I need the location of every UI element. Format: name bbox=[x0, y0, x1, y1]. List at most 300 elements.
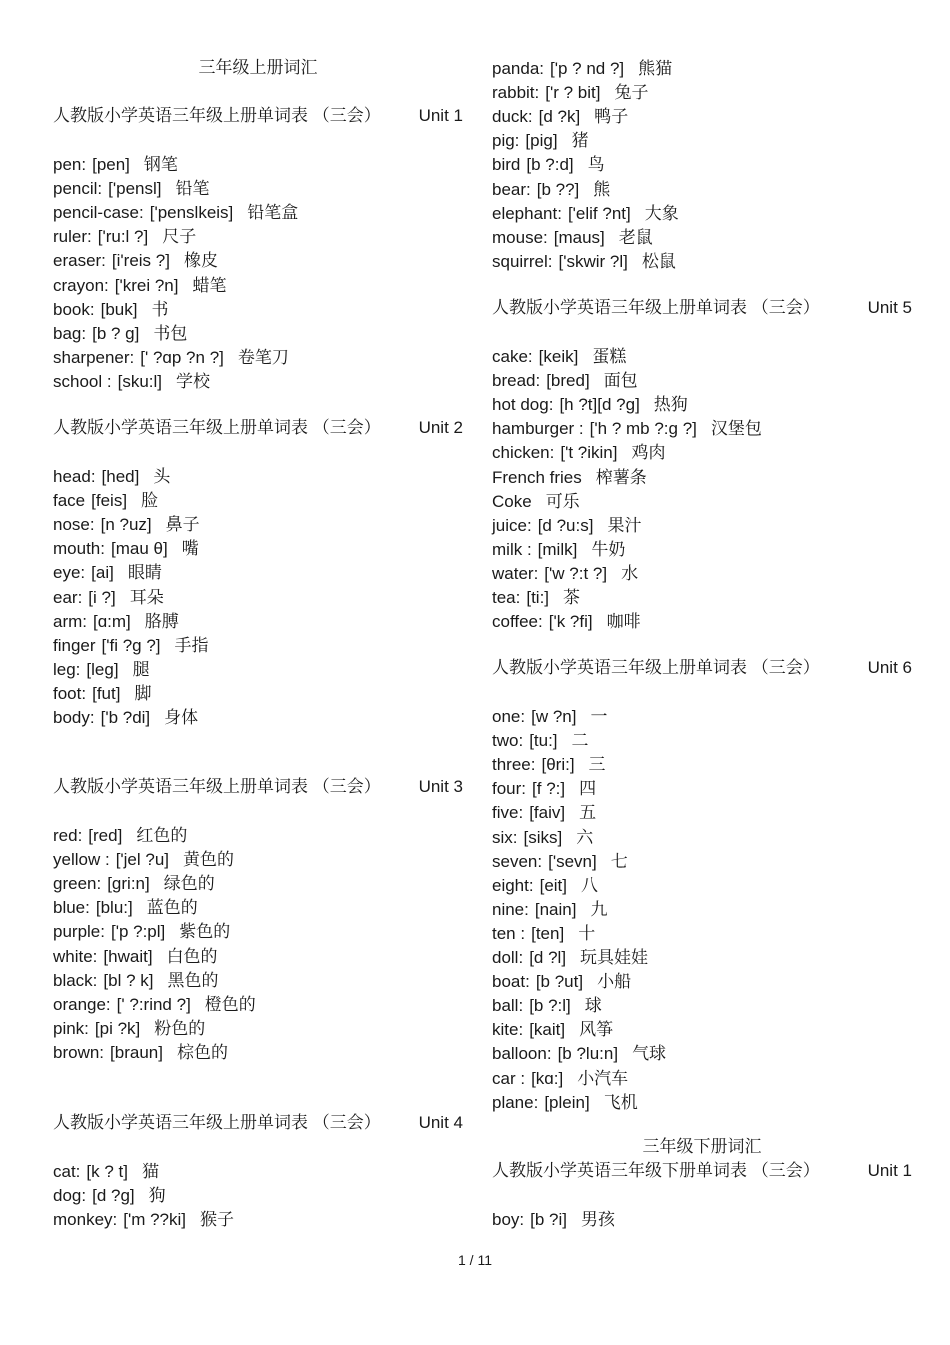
entry-chinese: 粉色的 bbox=[154, 1018, 206, 1038]
entry-word: leg: bbox=[53, 659, 81, 679]
word-entry bbox=[53, 587, 164, 609]
word-entry bbox=[492, 491, 580, 513]
word-entry bbox=[492, 179, 610, 201]
unit-header-text: 人教版小学英语三年级上册单词表 （三会） bbox=[53, 418, 381, 437]
entry-chinese: 红色的 bbox=[136, 826, 188, 845]
word-entry bbox=[53, 299, 168, 321]
entry-chinese: 眼睛 bbox=[127, 563, 162, 583]
entry-phonetic: [k ? t] bbox=[86, 1162, 128, 1181]
unit-header-text: 人教版小学英语三年级上册单词表 （三会） bbox=[53, 1113, 381, 1132]
entry-chinese: 九 bbox=[590, 899, 608, 919]
entry-chinese: 三 bbox=[588, 755, 606, 775]
entry-phonetic: ['penslkeis] bbox=[149, 203, 234, 223]
entry-word: ball: bbox=[492, 996, 524, 1016]
entry-word: doll: bbox=[492, 948, 524, 967]
word-entry bbox=[53, 1161, 159, 1183]
word-entry bbox=[53, 202, 298, 224]
entry-phonetic: [bl ? k] bbox=[103, 970, 154, 990]
entry-word: pig: bbox=[492, 131, 520, 151]
word-entry bbox=[492, 539, 625, 561]
word-entry bbox=[53, 323, 187, 345]
entry-word: book: bbox=[53, 299, 95, 319]
word-entry bbox=[53, 946, 218, 968]
entry-chinese: 头 bbox=[153, 467, 171, 486]
page-number: 1 / 11 bbox=[458, 1252, 492, 1268]
entry-word: eight: bbox=[492, 875, 534, 895]
entry-chinese: 咖啡 bbox=[606, 612, 641, 632]
entry-chinese: 果汁 bbox=[607, 515, 642, 535]
entry-phonetic: ['sevn] bbox=[548, 851, 597, 871]
word-entry bbox=[492, 227, 653, 249]
entry-phonetic: [pi ?k] bbox=[94, 1018, 141, 1038]
unit-label: Unit 5 bbox=[867, 298, 912, 317]
entry-chinese: 鸟 bbox=[587, 155, 605, 175]
entry-phonetic: ['krei ?n] bbox=[114, 275, 179, 295]
entry-chinese: 七 bbox=[610, 851, 628, 871]
entry-chinese: 男孩 bbox=[581, 1210, 615, 1229]
unit-header bbox=[492, 657, 912, 679]
word-entry bbox=[492, 154, 605, 176]
entry-word: pen: bbox=[53, 155, 87, 174]
entry-word: bag: bbox=[53, 323, 87, 343]
word-entry bbox=[53, 635, 209, 657]
word-entry bbox=[53, 178, 209, 200]
word-entry bbox=[53, 490, 158, 512]
entry-word: five: bbox=[492, 803, 524, 823]
entry-chinese: 四 bbox=[579, 779, 597, 799]
entry-chinese: 小汽车 bbox=[577, 1068, 629, 1088]
word-entry bbox=[492, 778, 596, 800]
entry-phonetic: [θri:] bbox=[541, 755, 575, 775]
entry-phonetic: ['r ? bit] bbox=[545, 83, 601, 103]
word-entry bbox=[492, 346, 626, 368]
entry-phonetic: [d ?u:s] bbox=[537, 515, 594, 535]
entry-chinese: 松鼠 bbox=[641, 251, 676, 271]
entry-chinese: 可乐 bbox=[545, 491, 580, 511]
word-entry bbox=[492, 203, 679, 225]
entry-phonetic: ['t ?ikin] bbox=[560, 443, 618, 463]
unit-header bbox=[53, 417, 463, 439]
entry-word: pencil: bbox=[53, 179, 103, 199]
entry-word: two: bbox=[492, 731, 524, 751]
entry-word: rabbit: bbox=[492, 83, 540, 103]
entry-word: crayon: bbox=[53, 275, 109, 295]
entry-chinese: 小船 bbox=[597, 972, 632, 992]
word-entry bbox=[53, 683, 151, 705]
entry-phonetic: [sku:l] bbox=[117, 371, 162, 391]
word-entry bbox=[53, 371, 210, 393]
entry-phonetic: [hed] bbox=[101, 467, 140, 486]
entry-word: boat: bbox=[492, 972, 530, 992]
entry-word: face bbox=[53, 491, 86, 511]
word-entry bbox=[53, 611, 179, 633]
entry-phonetic: ['jel ?u] bbox=[115, 850, 170, 870]
entry-chinese: 白色的 bbox=[166, 946, 218, 966]
entry-phonetic: [milk] bbox=[537, 539, 578, 559]
entry-phonetic: [maus] bbox=[553, 227, 605, 247]
word-entry bbox=[53, 897, 198, 919]
word-entry bbox=[492, 418, 762, 440]
word-entry bbox=[492, 58, 672, 80]
word-entry bbox=[492, 851, 628, 873]
unit-header-text: 人教版小学英语三年级上册单词表 （三会） bbox=[492, 658, 820, 677]
entry-chinese: 尺子 bbox=[162, 227, 197, 247]
entry-phonetic: [faiv] bbox=[529, 803, 566, 823]
entry-word: water: bbox=[492, 563, 539, 583]
word-entry bbox=[53, 562, 162, 584]
entry-word: orange: bbox=[53, 994, 111, 1014]
entry-phonetic: [h ?t][d ?g] bbox=[559, 395, 640, 415]
word-entry bbox=[53, 514, 200, 536]
word-entry bbox=[492, 730, 589, 752]
entry-word: finger bbox=[53, 635, 96, 655]
unit-header bbox=[53, 105, 463, 127]
unit-header-text: 人教版小学英语三年级上册单词表 （三会） bbox=[53, 106, 381, 125]
entry-phonetic: [b ??] bbox=[536, 179, 580, 199]
word-entry bbox=[53, 1185, 166, 1207]
word-entry bbox=[53, 466, 170, 488]
word-entry bbox=[53, 347, 289, 369]
entry-word: mouse: bbox=[492, 227, 548, 247]
entry-word: kite: bbox=[492, 1020, 524, 1040]
entry-chinese: 水 bbox=[621, 563, 639, 583]
entry-phonetic: [ai] bbox=[91, 563, 114, 583]
word-entry bbox=[492, 875, 598, 897]
word-entry bbox=[53, 154, 178, 176]
entry-phonetic: [d ?g] bbox=[92, 1186, 135, 1206]
entry-phonetic: ['fi ?g ?] bbox=[101, 635, 161, 655]
entry-chinese: 铅笔盒 bbox=[247, 203, 299, 223]
entry-word: juice: bbox=[492, 515, 532, 535]
entry-chinese: 兔子 bbox=[614, 83, 649, 103]
entry-word: monkey: bbox=[53, 1210, 118, 1230]
entry-word: car : bbox=[492, 1068, 526, 1088]
entry-word: three: bbox=[492, 755, 536, 775]
entry-chinese: 黑色的 bbox=[167, 970, 219, 990]
entry-word: six: bbox=[492, 827, 518, 847]
entry-word: duck: bbox=[492, 107, 533, 127]
entry-chinese: 热狗 bbox=[653, 395, 688, 415]
word-entry bbox=[492, 1068, 628, 1090]
entry-chinese: 五 bbox=[579, 803, 597, 823]
word-entry bbox=[53, 1042, 228, 1064]
entry-chinese: 六 bbox=[576, 827, 594, 847]
entry-word: cake: bbox=[492, 347, 533, 366]
word-entry bbox=[53, 849, 234, 871]
entry-chinese: 鸡肉 bbox=[631, 443, 666, 463]
entry-chinese: 耳朵 bbox=[129, 587, 164, 607]
word-entry bbox=[53, 1209, 234, 1231]
entry-chinese: 熊猫 bbox=[638, 59, 673, 78]
word-entry bbox=[492, 442, 665, 464]
entry-chinese: 绿色的 bbox=[163, 874, 215, 894]
entry-word: purple: bbox=[53, 922, 105, 942]
entry-word: brown: bbox=[53, 1042, 105, 1062]
entry-chinese: 狗 bbox=[148, 1186, 166, 1206]
word-entry bbox=[53, 1018, 205, 1040]
entry-chinese: 身体 bbox=[164, 708, 199, 727]
unit-header-text: 人教版小学英语三年级上册单词表 （三会） bbox=[492, 298, 820, 317]
entry-phonetic: [i ?] bbox=[88, 587, 116, 607]
entry-phonetic: [kait] bbox=[529, 1020, 566, 1040]
entry-phonetic: ['w ?:t ?] bbox=[544, 563, 608, 583]
entry-chinese: 熊 bbox=[593, 179, 611, 199]
entry-word: cat: bbox=[53, 1162, 81, 1181]
entry-phonetic: [pen] bbox=[92, 155, 130, 174]
section-title: 三年级下册词汇 bbox=[642, 1137, 762, 1156]
entry-phonetic: [n ?uz] bbox=[100, 515, 152, 535]
word-entry bbox=[492, 995, 602, 1017]
word-entry bbox=[492, 947, 648, 969]
entry-chinese: 橡皮 bbox=[183, 251, 218, 271]
entry-word: sharpener: bbox=[53, 347, 135, 367]
entry-chinese: 鸭子 bbox=[594, 107, 629, 127]
entry-phonetic: ['ru:l ?] bbox=[97, 227, 149, 247]
entry-phonetic: ['elif ?nt] bbox=[567, 203, 631, 223]
entry-word: black: bbox=[53, 970, 98, 990]
entry-chinese: 蜡笔 bbox=[192, 275, 227, 295]
entry-word: chicken: bbox=[492, 443, 555, 463]
entry-phonetic: ['m ??ki] bbox=[123, 1210, 187, 1230]
entry-phonetic: [pig] bbox=[525, 131, 558, 151]
word-entry bbox=[492, 1019, 613, 1041]
entry-chinese: 铅笔 bbox=[175, 179, 210, 199]
entry-chinese: 钢笔 bbox=[143, 155, 178, 174]
word-entry bbox=[492, 923, 595, 945]
entry-phonetic: [ɑ:m] bbox=[93, 611, 131, 631]
entry-chinese: 风筝 bbox=[579, 1020, 614, 1040]
word-entry bbox=[492, 251, 676, 273]
unit-label: Unit 2 bbox=[418, 418, 463, 437]
word-entry bbox=[492, 1209, 615, 1231]
entry-chinese: 鼻子 bbox=[165, 515, 200, 535]
word-entry bbox=[492, 971, 631, 993]
word-entry bbox=[492, 370, 638, 392]
entry-chinese: 汉堡包 bbox=[710, 419, 762, 439]
entry-chinese: 十 bbox=[578, 923, 596, 943]
entry-chinese: 猴子 bbox=[200, 1210, 235, 1230]
entry-chinese: 棕色的 bbox=[176, 1042, 228, 1062]
word-entry bbox=[53, 250, 218, 272]
entry-phonetic: ['b ?di] bbox=[100, 708, 151, 727]
entry-word: head: bbox=[53, 467, 96, 486]
entry-word: coffee: bbox=[492, 612, 543, 632]
entry-word: arm: bbox=[53, 611, 87, 631]
unit-header bbox=[492, 297, 912, 319]
entry-word: yellow : bbox=[53, 850, 110, 870]
entry-chinese: 猫 bbox=[141, 1162, 159, 1181]
word-entry bbox=[492, 706, 607, 728]
entry-chinese: 橙色的 bbox=[204, 994, 256, 1014]
entry-phonetic: ['k ?fi] bbox=[548, 612, 593, 632]
entry-chinese: 蛋糕 bbox=[592, 347, 627, 366]
entry-word: panda: bbox=[492, 59, 544, 78]
unit-header bbox=[53, 776, 463, 798]
entry-word: white: bbox=[53, 946, 98, 966]
entry-word: nose: bbox=[53, 515, 95, 535]
entry-phonetic: [bred] bbox=[546, 371, 590, 391]
entry-word: bird bbox=[492, 155, 521, 175]
entry-chinese: 一 bbox=[590, 707, 608, 726]
entry-chinese: 脚 bbox=[134, 683, 152, 703]
entry-chinese: 飞机 bbox=[603, 1092, 638, 1112]
entry-phonetic: [leg] bbox=[86, 659, 119, 679]
word-entry bbox=[492, 754, 606, 776]
word-entry bbox=[53, 659, 150, 681]
entry-chinese: 牛奶 bbox=[591, 539, 626, 559]
word-entry bbox=[492, 899, 607, 921]
entry-chinese: 玩具娃娃 bbox=[580, 948, 649, 967]
entry-word: nine: bbox=[492, 899, 529, 919]
entry-phonetic: [mau θ] bbox=[110, 539, 168, 559]
entry-word: pink: bbox=[53, 1018, 89, 1038]
entry-phonetic: [keik] bbox=[538, 347, 579, 366]
entry-chinese: 卷笔刀 bbox=[237, 347, 289, 367]
entry-phonetic: ['pensl] bbox=[108, 179, 162, 199]
entry-chinese: 紫色的 bbox=[179, 922, 231, 942]
entry-chinese: 大象 bbox=[644, 203, 679, 223]
entry-phonetic: [b ?lu:n] bbox=[557, 1044, 619, 1064]
entry-word: ear: bbox=[53, 587, 83, 607]
word-entry bbox=[492, 611, 641, 633]
word-entry bbox=[53, 538, 199, 560]
unit-header-text: 人教版小学英语三年级上册单词表 （三会） bbox=[53, 777, 381, 796]
word-entry bbox=[492, 1092, 638, 1114]
entry-phonetic: [b ? g] bbox=[92, 323, 140, 343]
entry-phonetic: [b ?ut] bbox=[535, 972, 584, 992]
entry-word: plane: bbox=[492, 1092, 539, 1112]
entry-chinese: 气球 bbox=[632, 1044, 667, 1064]
word-entry bbox=[53, 970, 219, 992]
unit-header bbox=[492, 1160, 912, 1182]
entry-word: hot dog: bbox=[492, 395, 554, 415]
word-entry bbox=[492, 394, 688, 416]
entry-word: eraser: bbox=[53, 251, 106, 271]
entry-word: pencil-case: bbox=[53, 203, 144, 223]
entry-phonetic: [' ?:rind ?] bbox=[116, 994, 191, 1014]
unit-label: Unit 3 bbox=[418, 777, 463, 796]
entry-phonetic: [i'reis ?] bbox=[111, 251, 170, 271]
entry-phonetic: [gri:n] bbox=[107, 874, 150, 894]
word-entry bbox=[53, 707, 198, 729]
entry-word: ten : bbox=[492, 923, 526, 943]
word-entry bbox=[492, 82, 648, 104]
word-entry bbox=[53, 275, 226, 297]
entry-phonetic: [siks] bbox=[523, 827, 563, 847]
entry-word: balloon: bbox=[492, 1044, 552, 1064]
unit-header bbox=[53, 1112, 463, 1134]
unit-label: Unit 4 bbox=[418, 1113, 463, 1132]
entry-phonetic: [d ?l] bbox=[529, 948, 567, 967]
entry-chinese: 学校 bbox=[176, 371, 210, 391]
section-title: 三年级上册词汇 bbox=[198, 58, 318, 77]
entry-chinese: 黄色的 bbox=[183, 850, 235, 870]
unit-label: Unit 1 bbox=[867, 1161, 912, 1180]
entry-phonetic: [braun] bbox=[110, 1042, 163, 1062]
entry-word: seven: bbox=[492, 851, 543, 871]
entry-phonetic: [d ?k] bbox=[538, 107, 581, 127]
entry-chinese: 蓝色的 bbox=[146, 898, 198, 918]
entry-word: bear: bbox=[492, 179, 531, 199]
entry-phonetic: [plein] bbox=[544, 1092, 590, 1112]
entry-phonetic: ['h ? mb ?:g ?] bbox=[589, 419, 697, 439]
word-entry bbox=[53, 226, 196, 248]
entry-phonetic: ['skwir ?l] bbox=[558, 251, 628, 271]
word-entry bbox=[53, 873, 215, 895]
entry-word: red: bbox=[53, 826, 83, 845]
word-entry bbox=[492, 467, 647, 489]
entry-phonetic: [nain] bbox=[534, 899, 577, 919]
entry-chinese: 嘴 bbox=[181, 539, 199, 559]
entry-phonetic: [feis] bbox=[91, 491, 128, 511]
entry-chinese: 八 bbox=[581, 875, 598, 895]
word-entry bbox=[53, 921, 230, 943]
entry-word: squirrel: bbox=[492, 251, 553, 271]
entry-chinese: 书 bbox=[151, 299, 169, 319]
entry-phonetic: [w ?n] bbox=[531, 707, 577, 726]
entry-phonetic: [blu:] bbox=[95, 898, 133, 918]
entry-chinese: 书包 bbox=[153, 323, 188, 343]
entry-chinese: 面包 bbox=[603, 371, 638, 391]
entry-word: eye: bbox=[53, 563, 86, 583]
entry-word: blue: bbox=[53, 898, 90, 918]
entry-word: bread: bbox=[492, 371, 541, 391]
entry-phonetic: [' ?ɑp ?n ?] bbox=[140, 347, 224, 367]
entry-chinese: 球 bbox=[584, 996, 602, 1016]
entry-word: ruler: bbox=[53, 227, 92, 247]
entry-chinese: 猪 bbox=[571, 131, 589, 151]
entry-phonetic: [b ?:l] bbox=[529, 996, 571, 1016]
entry-phonetic: ['p ?:pl] bbox=[110, 922, 166, 942]
entry-phonetic: [ten] bbox=[531, 923, 565, 943]
entry-word: milk : bbox=[492, 539, 532, 559]
entry-word: one: bbox=[492, 707, 526, 726]
entry-phonetic: [eit] bbox=[539, 875, 567, 895]
entry-word: Coke bbox=[492, 491, 532, 511]
unit-header-text: 人教版小学英语三年级下册单词表 （三会） bbox=[492, 1161, 820, 1180]
entry-word: hamburger : bbox=[492, 419, 584, 439]
word-entry bbox=[492, 515, 641, 537]
entry-chinese: 腿 bbox=[132, 659, 150, 679]
entry-chinese: 脸 bbox=[141, 491, 159, 511]
entry-chinese: 茶 bbox=[563, 588, 581, 607]
word-entry bbox=[492, 106, 628, 128]
entry-phonetic: [red] bbox=[88, 826, 123, 845]
word-entry bbox=[492, 563, 638, 585]
entry-word: French fries bbox=[492, 467, 582, 487]
entry-phonetic: [b ?i] bbox=[530, 1210, 567, 1229]
word-entry bbox=[492, 827, 593, 849]
entry-phonetic: [b ?:d] bbox=[526, 155, 574, 175]
word-entry bbox=[492, 1043, 666, 1065]
entry-word: elephant: bbox=[492, 203, 562, 223]
word-entry bbox=[492, 130, 589, 152]
entry-chinese: 胳膊 bbox=[144, 611, 179, 631]
word-entry bbox=[53, 825, 187, 847]
word-entry bbox=[492, 802, 596, 824]
entry-chinese: 手指 bbox=[174, 635, 209, 655]
entry-phonetic: ['p ? nd ?] bbox=[550, 59, 625, 78]
entry-phonetic: [ti:] bbox=[526, 588, 550, 607]
entry-word: body: bbox=[53, 708, 95, 727]
word-entry bbox=[53, 994, 256, 1016]
entry-word: four: bbox=[492, 779, 527, 799]
entry-phonetic: [buk] bbox=[100, 299, 138, 319]
entry-phonetic: [f ?:] bbox=[532, 779, 566, 799]
entry-word: foot: bbox=[53, 683, 87, 703]
entry-word: boy: bbox=[492, 1210, 525, 1229]
unit-label: Unit 1 bbox=[418, 106, 463, 125]
